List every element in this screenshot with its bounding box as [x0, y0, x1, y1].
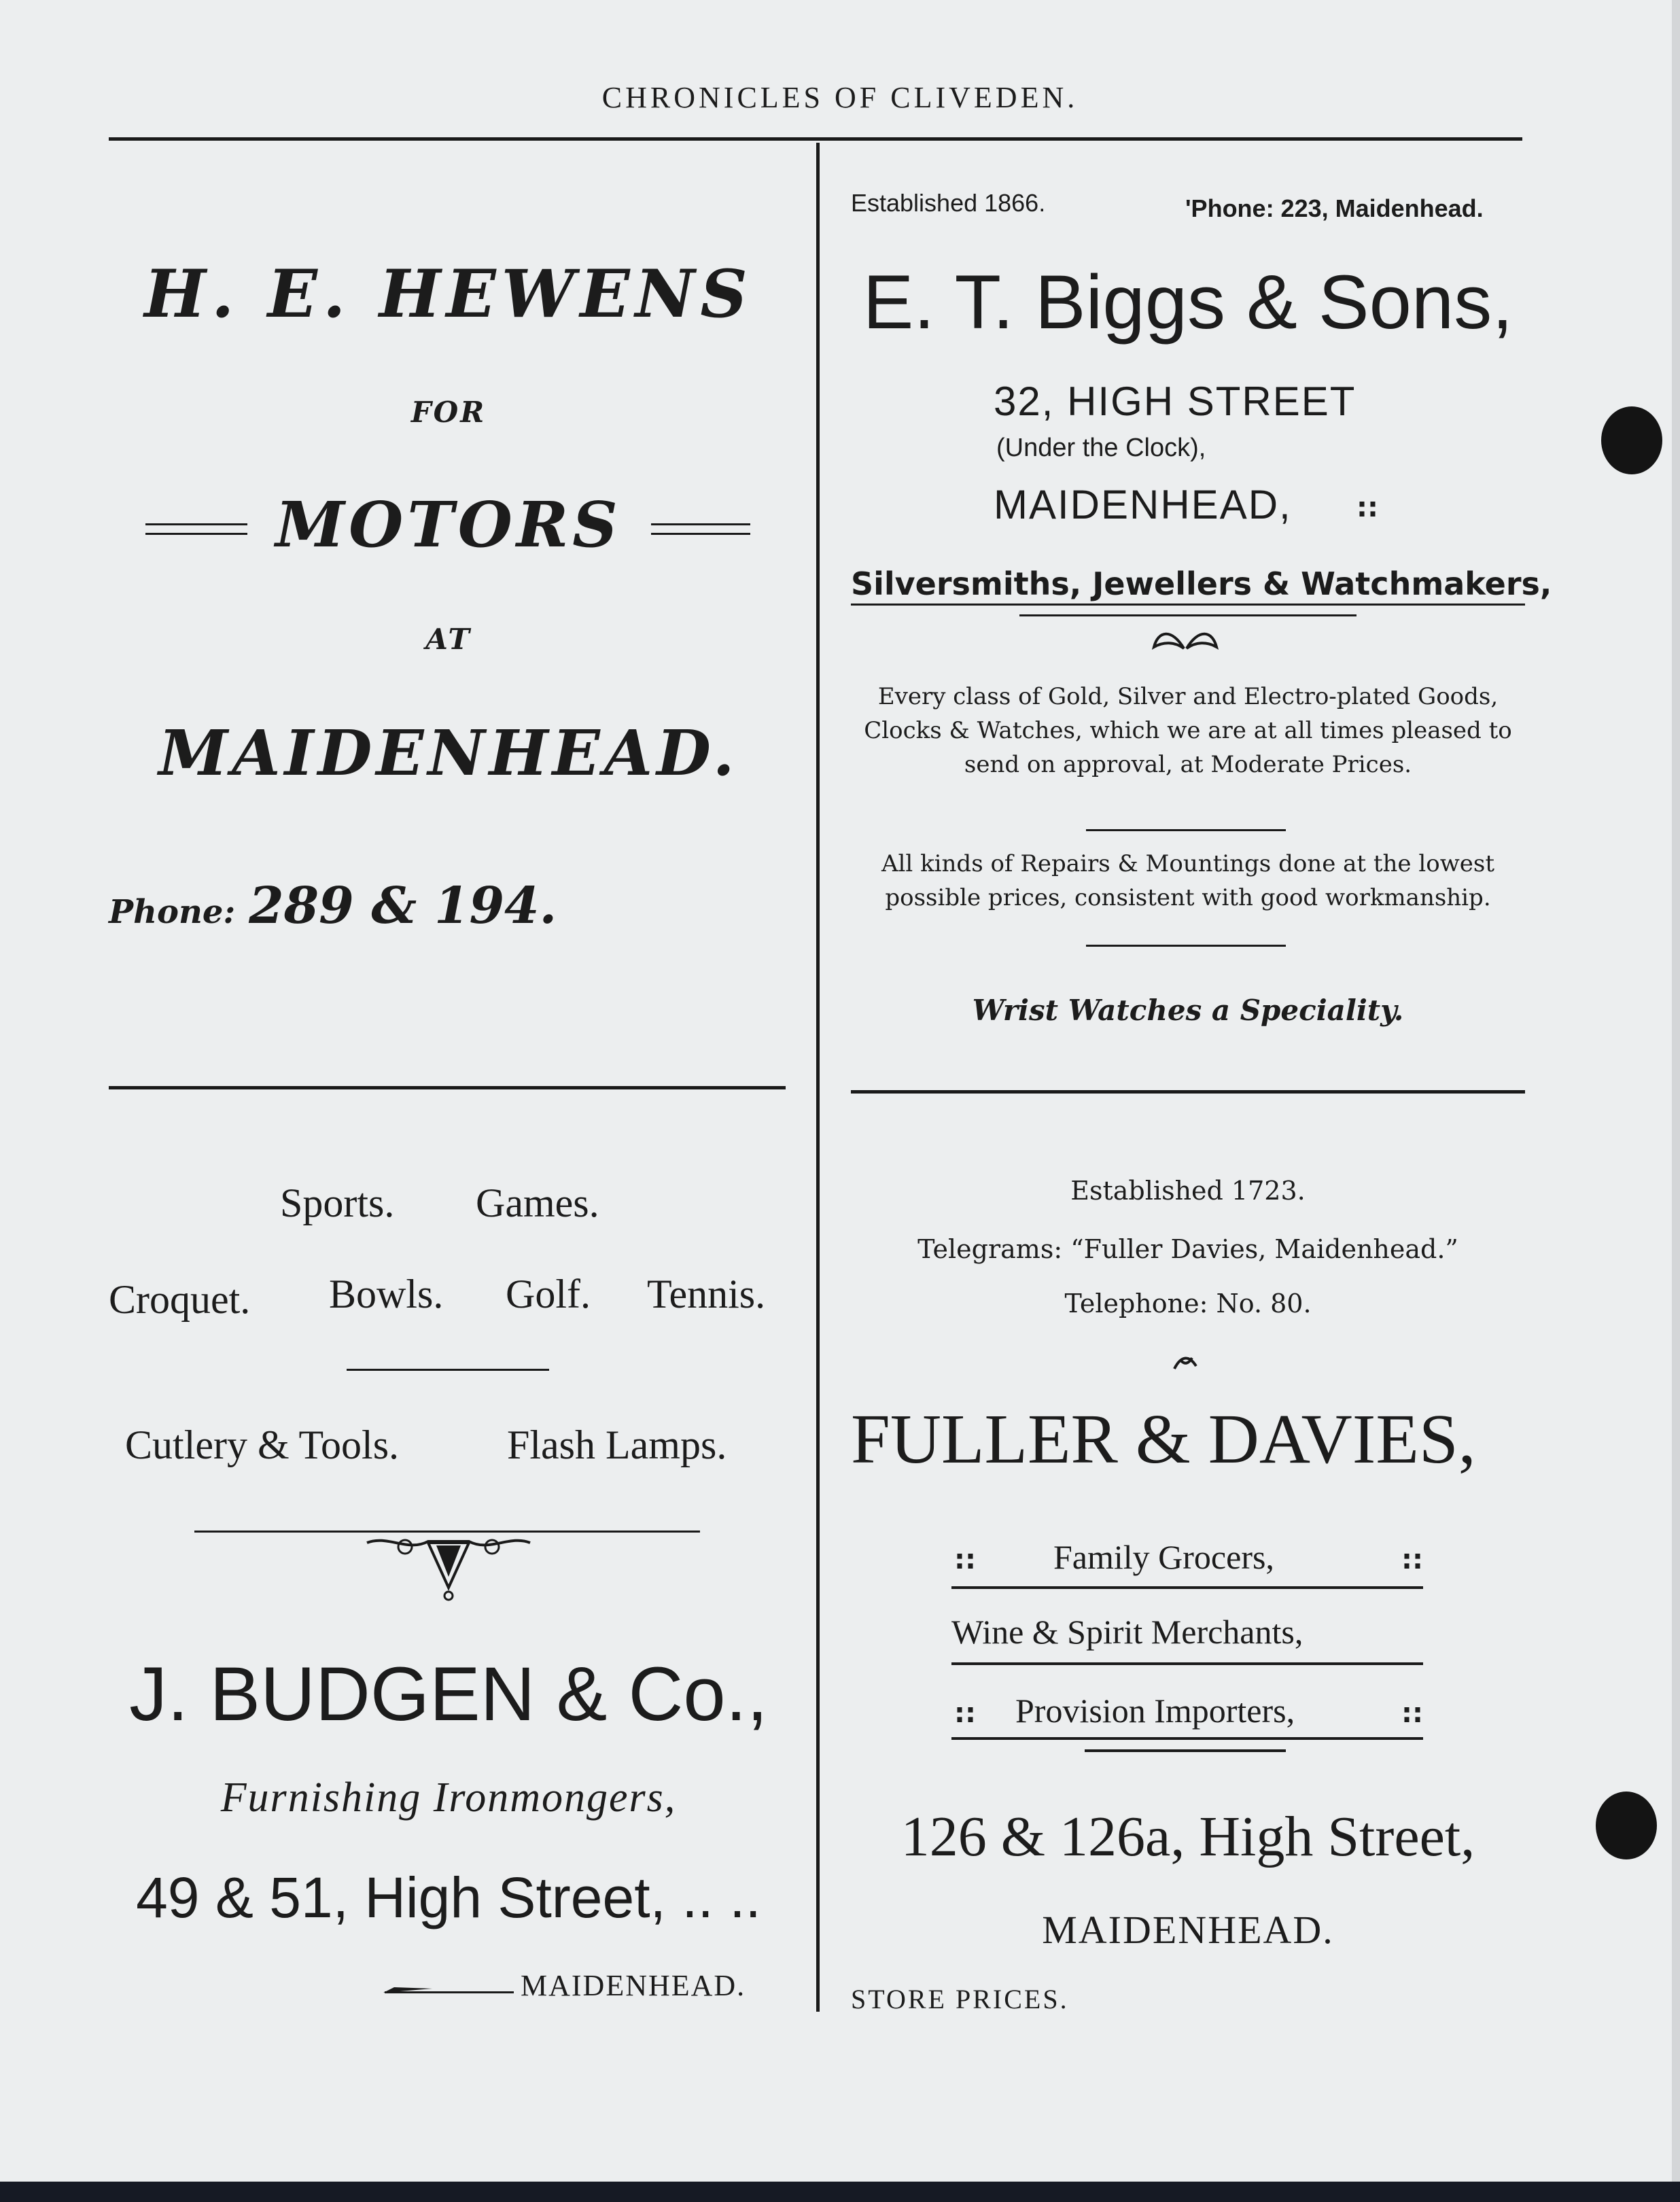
hewens-motors: MOTORS [275, 488, 622, 561]
fuller-telephone: Telephone: No. 80. [1064, 1289, 1312, 1318]
hewens-phone [109, 877, 557, 935]
sports-text: Sports. [280, 1181, 395, 1225]
fuller-colons-1-right: :: [1401, 1544, 1423, 1575]
fuller-colons-3-left: :: [954, 1698, 976, 1729]
fuller-rule-3 [951, 1737, 1423, 1740]
page-edge [1672, 0, 1680, 2202]
budgen-trade: Furnishing Ironmongers, [220, 1775, 677, 1821]
trade-underline [851, 604, 1525, 606]
games-text: Games. [476, 1181, 599, 1225]
fuller-trade-wine: Wine & Spirit Merchants, [951, 1613, 1303, 1651]
punch-hole-top [1601, 406, 1662, 474]
punch-hole-bottom [1596, 1792, 1657, 1859]
fuller-colons-1-left: :: [954, 1544, 976, 1575]
biggs-rule-2 [1086, 945, 1286, 947]
trade-underline-short [1019, 614, 1357, 616]
scan-border [0, 2182, 1680, 2202]
biggs-trade: Silversmiths, Jewellers & Watchmakers, [851, 565, 1552, 602]
motors-rule-right-2 [651, 533, 750, 535]
page-header: CHRONICLES OF CLIVEDEN. [601, 81, 1079, 114]
fuller-trade-grocers: Family Grocers, [1053, 1538, 1274, 1576]
hewens-name: H. E. HEWENS [144, 256, 753, 332]
town-lead-flourish-icon [381, 1982, 435, 1995]
fuller-address: 126 & 126a, High Street, [900, 1805, 1475, 1868]
biggs-name: E. T. Biggs & Sons, [862, 260, 1513, 345]
hewens-at: AT [425, 623, 472, 656]
leaf-ornament-icon [1151, 621, 1219, 655]
fuller-rule-1 [951, 1586, 1423, 1589]
biggs-established: Established 1866. [851, 189, 1046, 217]
biggs-speciality: Wrist Watches a Speciality. [972, 994, 1404, 1027]
biggs-paragraph-repairs: All kinds of Repairs & Mountings done at the lowest possible prices, consistent with good workmanship. [881, 850, 1495, 911]
fuller-trade-provisions: Provision Importers, [1015, 1692, 1295, 1730]
flash-lamps-text: Flash Lamps. [507, 1422, 727, 1467]
floral-ornament-icon [1172, 1352, 1199, 1373]
budgen-rule-2 [194, 1531, 700, 1533]
biggs-rule-1 [1086, 829, 1286, 831]
fuller-telegrams: Telegrams: “Fuller Davies, Maidenhead.” [917, 1234, 1458, 1264]
tennis-text: Tennis. [647, 1272, 766, 1316]
fuller-colons-3-right: :: [1401, 1698, 1423, 1729]
biggs-address-note: (Under the Clock), [996, 434, 1206, 462]
budgen-address: 49 & 51, High Street, .. .. [136, 1866, 761, 1929]
header-rule [109, 137, 1522, 141]
fuller-store-prices: STORE PRICES. [851, 1984, 1069, 2014]
scroll-ornament-icon [360, 1533, 537, 1608]
biggs-address-street: 32, HIGH STREET [994, 379, 1357, 424]
hewens-for: FOR [410, 396, 487, 429]
phone-label: Phone: [109, 893, 236, 931]
golf-text: Golf. [506, 1272, 591, 1316]
fuller-rule-2 [951, 1662, 1423, 1665]
croquet-text: Croquet. [109, 1277, 251, 1322]
hewens-town: MAIDENHEAD. [158, 716, 739, 790]
biggs-phone: 'Phone: 223, Maidenhead. [1185, 194, 1484, 222]
motors-rule-right-1 [651, 523, 750, 525]
fuller-name: FULLER & DAVIES, [851, 1400, 1476, 1478]
budgen-town: MAIDENHEAD. [521, 1969, 746, 2002]
bowls-text: Bowls. [329, 1272, 444, 1316]
fuller-established: Established 1723. [1070, 1176, 1306, 1206]
fuller-town: MAIDENHEAD. [1042, 1908, 1334, 1952]
budgen-rule-1 [347, 1369, 549, 1371]
phone-numbers: 289 & 194. [249, 877, 557, 935]
left-section-rule [109, 1086, 786, 1089]
biggs-town-colons: :: [1357, 492, 1378, 523]
column-divider [816, 143, 820, 2012]
biggs-paragraph-goods: Every class of Gold, Silver and Electro-plated Goods, Clocks & Watches, which we are at all times pleased to send on approval, at Moderate Prices. [864, 683, 1512, 778]
right-section-rule [851, 1090, 1525, 1094]
cutlery-text: Cutlery & Tools. [125, 1422, 400, 1467]
fuller-rule-4 [1085, 1749, 1286, 1752]
budgen-name: J. BUDGEN & Co., [129, 1652, 768, 1736]
biggs-town: MAIDENHEAD, [994, 482, 1292, 527]
